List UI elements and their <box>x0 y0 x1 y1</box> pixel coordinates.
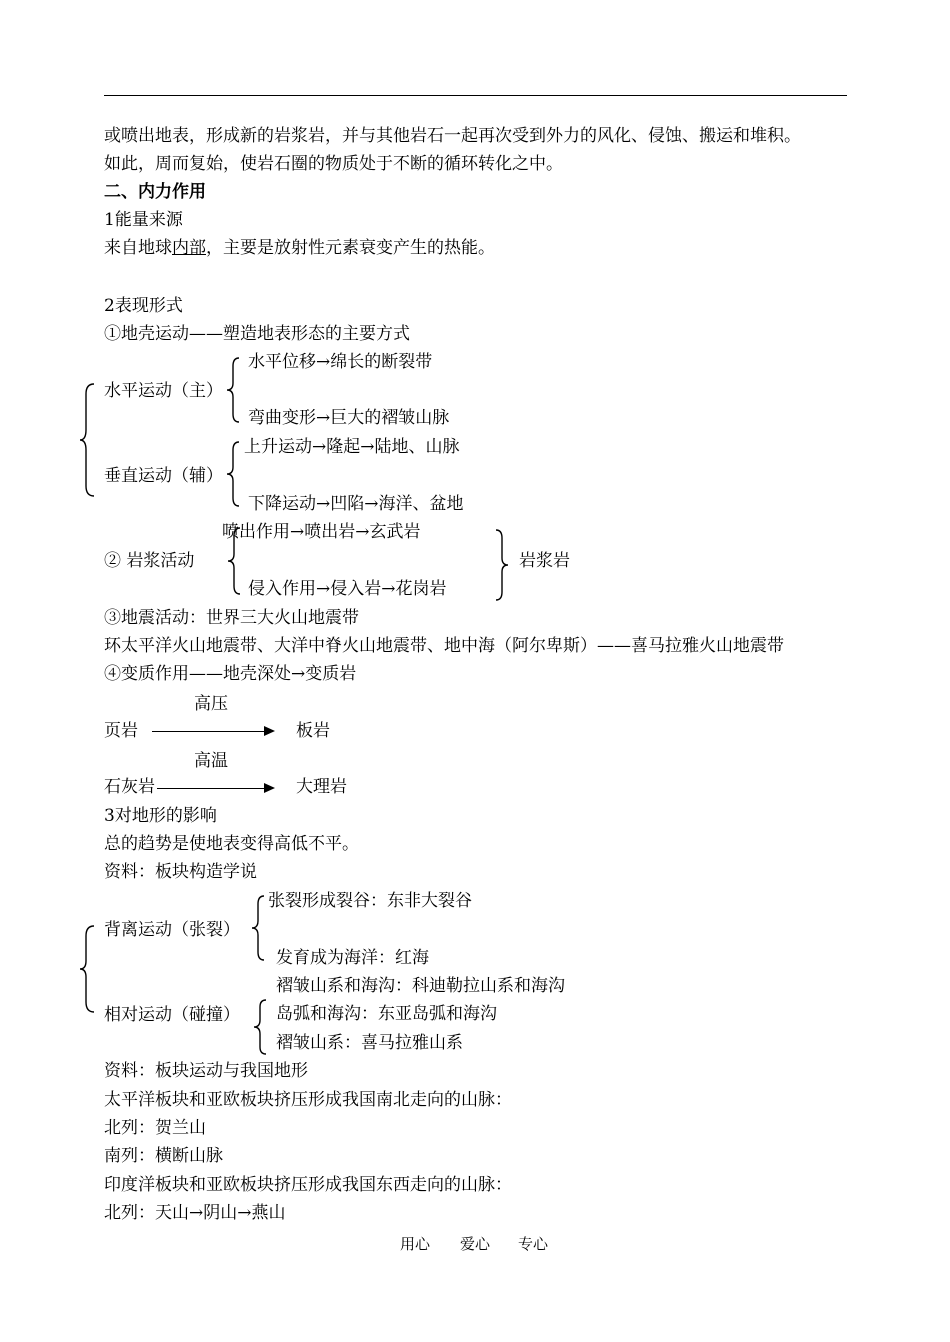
brace-converge <box>252 998 272 1060</box>
earthquake-belts: 环太平洋火山地震带、大洋中脊火山地震带、地中海（阿尔卑斯）——喜马拉雅火山地震带 <box>104 636 784 656</box>
earthquake-heading: ③地震活动：世界三大火山地震带 <box>104 608 359 628</box>
arrow2-line <box>157 788 265 789</box>
energy-text <box>104 238 495 258</box>
magma-item-1: 喷出作用→喷出岩→玄武岩 <box>222 522 421 542</box>
header-rule <box>104 95 847 96</box>
paragraph-cycle-summary: 如此，周而复始，使岩石圈的物质处于不断的循环转化之中。 <box>104 154 563 174</box>
converge-label: 相对运动（碰撞） <box>104 1005 240 1025</box>
diverge-item-2: 发育成为海洋：红海 <box>276 948 429 968</box>
footer-word-2: 爱心 <box>460 1235 491 1253</box>
horizontal-item-2: 弯曲变形→巨大的褶皱山脉 <box>248 408 450 428</box>
diverge-item-1: 张裂形成裂谷：东非大裂谷 <box>268 891 472 911</box>
brace-horizontal <box>225 356 245 426</box>
arrow1-head <box>264 726 275 736</box>
south-range-1: 南列：横断山脉 <box>104 1146 223 1166</box>
brace-diverge <box>250 894 270 964</box>
section-heading: 二、内力作用 <box>104 182 206 202</box>
arrow2-from: 石灰岩 <box>104 777 155 797</box>
diverge-label: 背离运动（张裂） <box>104 920 240 940</box>
vertical-item-2: 下降运动→凹陷→海洋、盆地 <box>248 494 464 514</box>
horizontal-item-1: 水平位移→绵长的断裂带 <box>248 352 433 372</box>
energy-post: ，主要是放射性元素衰变产生的热能。 <box>206 238 495 258</box>
footer-word-1: 用心 <box>400 1235 431 1253</box>
magma-label: ② 岩浆活动 <box>104 551 195 571</box>
brace-magma-right <box>494 528 514 604</box>
forms-heading: 2表现形式 <box>104 296 183 316</box>
arrow1-condition: 高压 <box>194 694 228 714</box>
outer-brace-crust <box>80 382 100 502</box>
magma-result: 岩浆岩 <box>519 551 570 571</box>
arrow2-to: 大理岩 <box>296 777 347 797</box>
energy-underlined: 内部 <box>172 238 206 258</box>
effect-heading: 3对地形的影响 <box>104 806 217 826</box>
energy-pre: 来自地球 <box>104 238 172 258</box>
converge-item-1: 褶皱山系和海沟：科迪勒拉山系和海沟 <box>276 976 565 996</box>
outer-brace-plates <box>80 924 100 1018</box>
north-range-2: 北列：天山→阴山→燕山 <box>104 1203 286 1223</box>
brace-vertical <box>225 440 245 510</box>
north-range-1: 北列：贺兰山 <box>104 1118 206 1138</box>
indian-text: 印度洋板块和亚欧板块挤压形成我国东西走向的山脉： <box>104 1175 512 1195</box>
pacific-text: 太平洋板块和亚欧板块挤压形成我国南北走向的山脉： <box>104 1090 512 1110</box>
arrow1-line <box>152 731 265 732</box>
vertical-motion-label: 垂直运动（辅） <box>104 466 223 486</box>
crust-motion-heading: ①地壳运动——塑造地表形态的主要方式 <box>104 324 410 344</box>
magma-item-2: 侵入作用→侵入岩→花岗岩 <box>248 579 447 599</box>
paragraph-rock-cycle: 或喷出地表，形成新的岩浆岩，并与其他岩石一起再次受到外力的风化、侵蚀、搬运和堆积。 <box>104 126 801 146</box>
effect-text: 总的趋势是使地表变得高低不平。 <box>104 834 359 854</box>
metamorphism-heading: ④变质作用——地壳深处→变质岩 <box>104 664 357 684</box>
converge-item-2: 岛弧和海沟：东亚岛弧和海沟 <box>276 1004 497 1024</box>
arrow2-head <box>264 783 275 793</box>
horizontal-motion-label: 水平运动（主） <box>104 381 223 401</box>
material-plate-theory: 资料：板块构造学说 <box>104 862 257 882</box>
arrow2-condition: 高温 <box>194 751 228 771</box>
converge-item-3: 褶皱山系：喜马拉雅山系 <box>276 1033 463 1053</box>
footer-word-3: 专心 <box>518 1235 549 1253</box>
material-plates-china: 资料：板块运动与我国地形 <box>104 1061 308 1081</box>
arrow1-from: 页岩 <box>104 721 138 741</box>
arrow1-to: 板岩 <box>296 721 330 741</box>
vertical-item-1: 上升运动→隆起→陆地、山脉 <box>244 437 460 457</box>
energy-heading: 1能量来源 <box>104 210 183 230</box>
